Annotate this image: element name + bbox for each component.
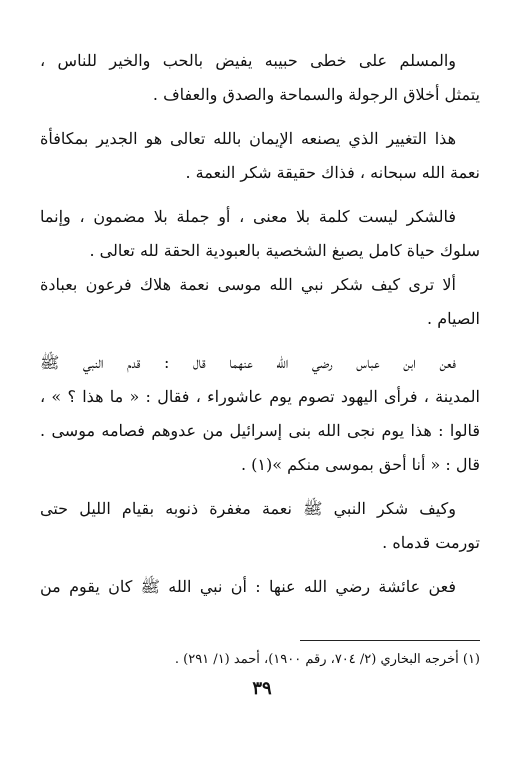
page-number: ٣٩	[252, 678, 272, 699]
text-line: هذا التغيير الذي يصنعه الإيمان بالله تعالى هو الجدير بمكافأة	[40, 129, 456, 148]
footnote-separator	[300, 640, 480, 641]
text-line: فعن عائشة رضي الله عنها : أن نبي الله ﷺ كان يقوم من	[40, 577, 456, 596]
text-line: فالشكر ليست كلمة بلا معنى ، أو جملة بلا مضمون ، وإنما	[40, 207, 456, 226]
paragraph-7	[40, 570, 480, 604]
text-line: المدينة ، فرأى اليهود تصوم يوم عاشوراء ، فقال : « ما هذا ؟ » ،	[40, 387, 480, 406]
text-line: وكيف شكر النبي ﷺ نعمة مغفرة ذنوبه بقيام الليل حتى	[40, 499, 456, 518]
text-line: قال : « أنا أحق بموسى منكم »(١) .	[240, 455, 480, 474]
text-line: يتمثل أخلاق الرجولة والسماحة والصدق والعفاف .	[152, 85, 480, 104]
paragraph-5	[40, 346, 480, 482]
paragraph-3	[40, 200, 480, 268]
text-line: تورمت قدماه .	[382, 533, 480, 552]
text-line: ألا ترى كيف شكر نبي الله موسى نعمة هلاك فرعون بعبادة	[40, 275, 456, 294]
text-line: فعن ابن عباس رضي الله عنهما قال : قدم النبي ﷺ	[40, 353, 456, 372]
text-line: والمسلم على خطى حبيبه يفيض بالحب والخير للناس ،	[40, 51, 456, 70]
text-line: نعمة الله سبحانه ، فذاك حقيقة شكر النعمة .	[185, 163, 480, 182]
text-line: قالوا : هذا يوم نجى الله بنى إسرائيل من عدوهم فصامه موسى .	[40, 421, 480, 440]
paragraph-1	[40, 44, 480, 112]
footnote: (١) أخرجه البخاري (٢/ ٧٠٤، رقم ١٩٠٠)، أحمد (١/ ٢٩١) .	[174, 652, 480, 667]
text-line: سلوك حياة كامل يصبغ الشخصية بالعبودية الحقة لله تعالى .	[89, 241, 480, 260]
text-line: الصيام .	[427, 309, 480, 328]
paragraph-4	[40, 268, 480, 336]
paragraph-6	[40, 492, 480, 560]
paragraph-2	[40, 122, 480, 190]
